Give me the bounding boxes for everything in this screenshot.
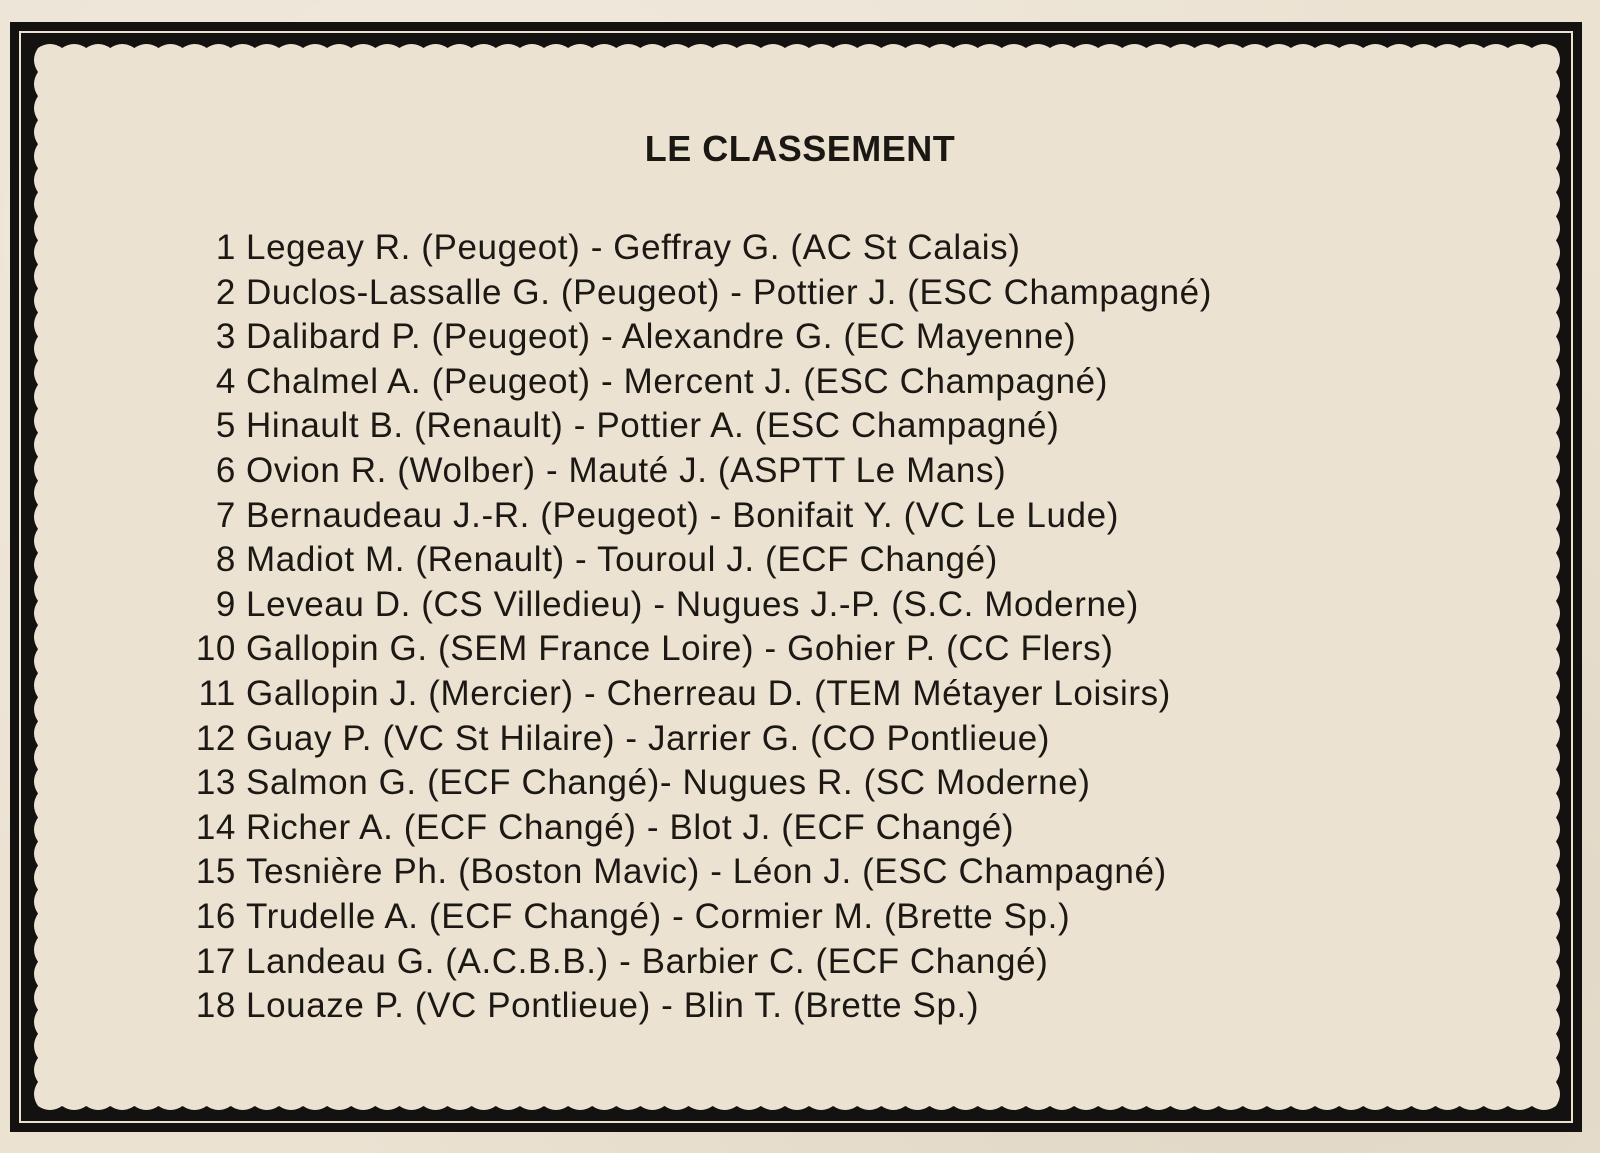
list-item (180, 986, 1440, 1031)
list-item (180, 451, 1440, 496)
list-item (180, 540, 1440, 585)
pair-entry: Ovion R. (Wolber) - Mauté J. (ASPTT Le Mans) (246, 450, 1007, 490)
rank-number: 13 (195, 763, 236, 803)
list-item (180, 317, 1440, 362)
pair-entry: Richer A. (ECF Changé) - Blot J. (ECF Changé) (246, 807, 1015, 847)
rank-number: 9 (215, 584, 236, 624)
list-item (180, 719, 1440, 764)
pair-entry: Hinault B. (Renault) - Pottier A. (ESC Champagné) (246, 406, 1060, 446)
pair-entry: Dalibard P. (Peugeot) - Alexandre G. (EC Mayenne) (246, 317, 1077, 357)
list-item (180, 585, 1440, 630)
rank-number: 17 (195, 941, 236, 981)
list-item (180, 897, 1440, 942)
page-title: LE CLASSEMENT (644, 128, 956, 169)
pair-entry: Landeau G. (A.C.B.B.) - Barbier C. (ECF Changé) (246, 941, 1049, 981)
list-item (180, 228, 1440, 273)
list-item (180, 808, 1440, 853)
rank-number: 1 (215, 228, 236, 267)
list-item (180, 763, 1440, 808)
pair-entry: Madiot M. (Renault) - Touroul J. (ECF Changé) (246, 540, 998, 580)
pair-entry: Bernaudeau J.-R. (Peugeot) - Bonifait Y. (VC Le Lude) (246, 495, 1119, 535)
list-item (180, 273, 1440, 318)
list-item (180, 496, 1440, 541)
rank-number: 3 (215, 317, 236, 357)
rank-number: 5 (215, 406, 236, 446)
pair-entry: Louaze P. (VC Pontlieue) - Blin T. (Brette Sp.) (246, 986, 980, 1026)
rank-number: 16 (195, 896, 236, 936)
list-item (180, 942, 1440, 987)
rank-number: 7 (215, 495, 236, 535)
list-item (180, 629, 1440, 674)
rank-number: 18 (195, 986, 236, 1026)
pair-entry: Duclos-Lassalle G. (Peugeot) - Pottier J. (ESC Champagné) (246, 272, 1212, 312)
pair-entry: Legeay R. (Peugeot) - Geffray G. (AC St Calais) (246, 228, 1021, 267)
rank-number: 15 (195, 852, 236, 892)
rank-number: 11 (198, 673, 236, 713)
rank-number: 12 (195, 718, 236, 758)
pair-entry: Guay P. (VC St Hilaire) - Jarrier G. (CO Pontlieue) (246, 718, 1051, 758)
pair-entry: Chalmel A. (Peugeot) - Mercent J. (ESC Champagné) (246, 361, 1108, 401)
list-item (180, 406, 1440, 451)
pair-entry: Gallopin G. (SEM France Loire) - Gohier P. (CC Flers) (246, 629, 1114, 669)
pair-entry: Gallopin J. (Mercier) - Cherreau D. (TEM Métayer Loisirs) (246, 673, 1171, 713)
rank-number: 8 (215, 540, 236, 580)
list-item (180, 674, 1440, 719)
pair-entry: Trudelle A. (ECF Changé) - Cormier M. (Brette Sp.) (246, 896, 1071, 936)
rank-number: 4 (215, 361, 236, 401)
standings-list (180, 228, 1440, 1031)
rank-number: 6 (215, 450, 236, 490)
list-item (180, 362, 1440, 407)
pair-entry: Leveau D. (CS Villedieu) - Nugues J.-P. (S.C. Moderne) (246, 584, 1139, 624)
pair-entry: Tesnière Ph. (Boston Mavic) - Léon J. (ESC Champagné) (246, 852, 1167, 892)
rank-number: 2 (215, 272, 236, 312)
rank-number: 14 (195, 807, 236, 847)
rank-number: 10 (195, 629, 236, 669)
list-item (180, 852, 1440, 897)
pair-entry: Salmon G. (ECF Changé)- Nugues R. (SC Moderne) (246, 763, 1091, 803)
